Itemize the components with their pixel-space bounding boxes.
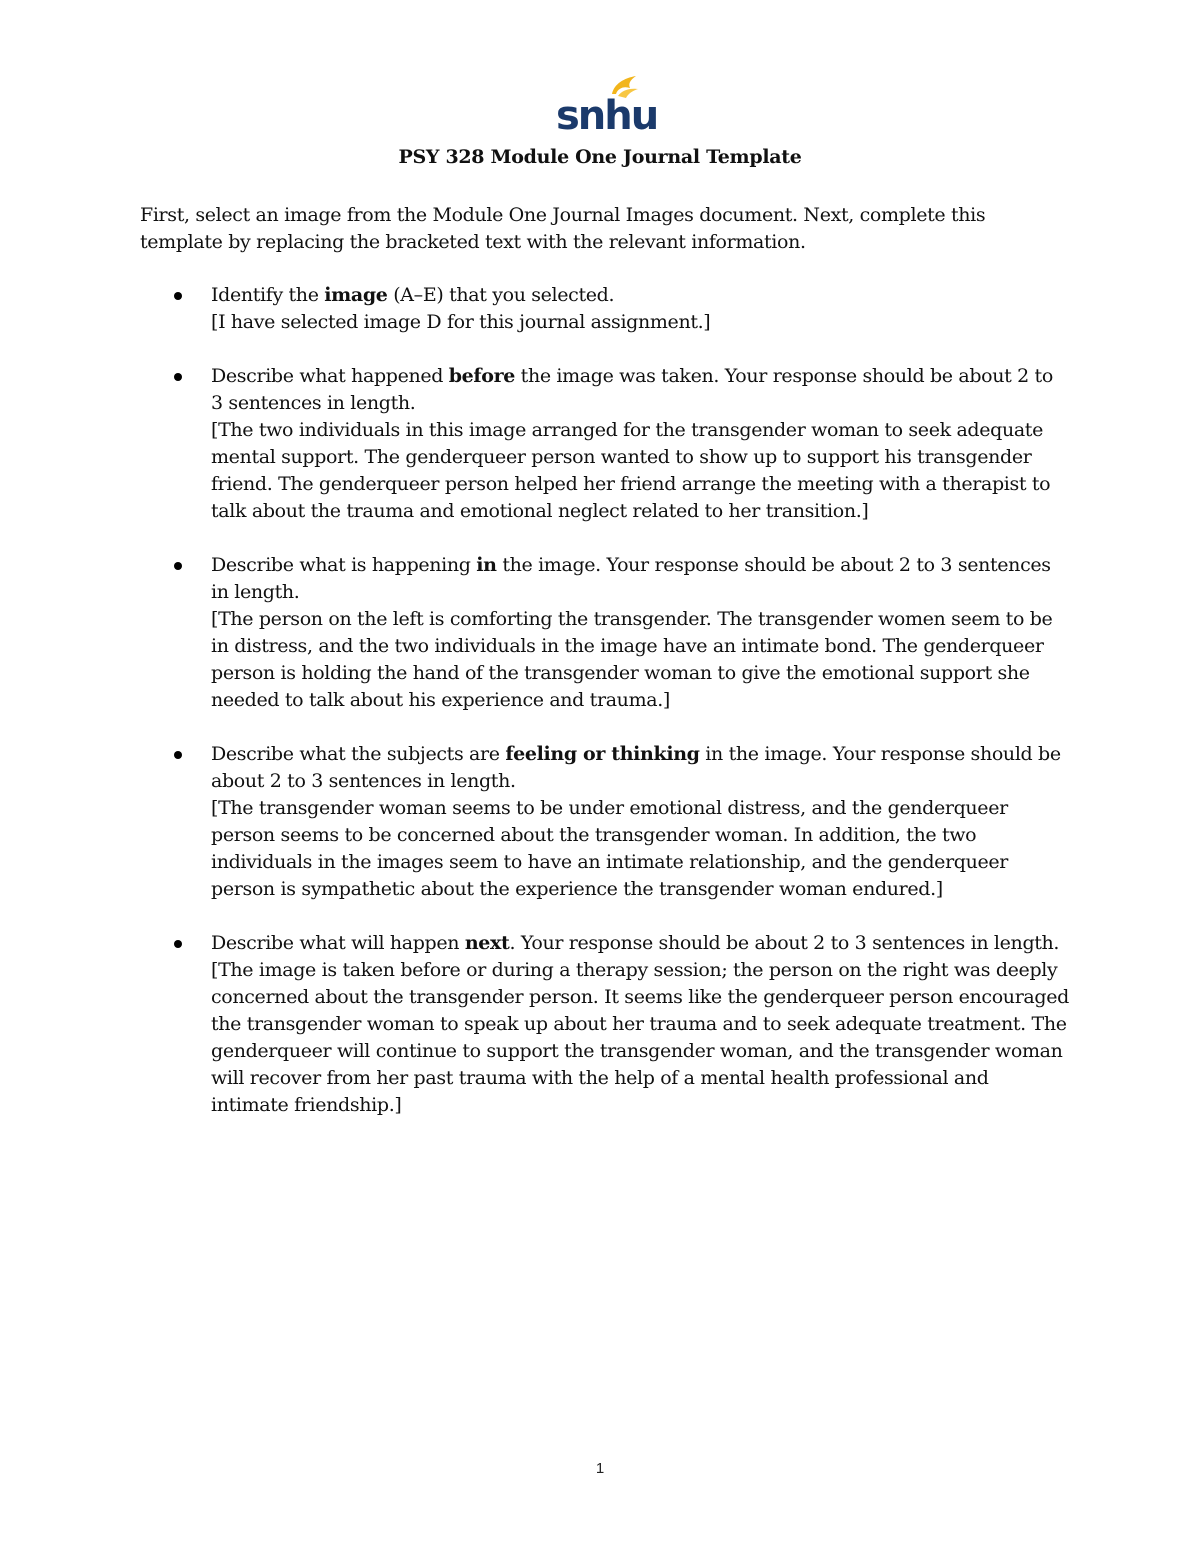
bullet-icon — [174, 751, 182, 759]
prompt-text: Describe what is happening in the image. Your response should be about 2 to 3 sentences in length. — [211, 554, 1051, 603]
intro-paragraph: First, select an image from the Module One Journal Images document. Next, complete this template by replacing the bracketed text with the relevant information. — [140, 204, 986, 253]
flame-leaf-icon — [552, 72, 658, 139]
response-text: [The person on the left is comforting the transgender. The transgender women seem to be in distress, and the two individuals in the image have an intimate bond. The genderqueer person is holding the hand of the transgender woman to give the emotional support she needed to talk about his experience and trauma.] — [211, 608, 1053, 711]
prompt-text: Describe what happened before the image was taken. Your response should be about 2 to 3 sentences in length. — [211, 365, 1053, 414]
page-title: PSY 328 Module One Journal Template — [398, 146, 802, 168]
list-item — [140, 363, 1070, 525]
list-item — [140, 552, 1070, 714]
bullet-icon — [174, 562, 182, 570]
bullet-icon — [174, 292, 182, 300]
list-item — [140, 930, 1070, 1119]
prompt-text: Identify the image (A–E) that you selected. — [211, 284, 615, 306]
page-number: 1 — [595, 1460, 605, 1477]
list-item — [140, 282, 1070, 336]
response-text: [I have selected image D for this journal assignment.] — [211, 311, 711, 333]
prompt-text: Describe what the subjects are feeling or thinking in the image. Your response should be about 2 to 3 sentences in length. — [211, 743, 1061, 792]
response-text: [The image is taken before or during a therapy session; the person on the right was deeply concerned about the transgender person. It seems like the genderqueer person encouraged the transgender woman to speak up about her trauma and to seek adequate treatment. The genderqueer will continue to support the transgender woman, and the transgender woman will recover from her past trauma with the help of a mental health professional and intimate friendship.] — [211, 959, 1069, 1116]
list-item — [140, 741, 1070, 903]
response-text: [The two individuals in this image arranged for the transgender woman to seek adequate mental support. The genderqueer person wanted to show up to support his transgender friend. The genderqueer person helped her friend arrange the meeting with a therapist to talk about the trauma and emotional neglect related to her transition.] — [211, 419, 1051, 522]
response-text: [The transgender woman seems to be under emotional distress, and the genderqueer person seems to be concerned about the transgender woman. In addition, the two individuals in the images seem to have an intimate relationship, and the genderqueer person is sympathetic about the experience the transgender woman endured.] — [211, 797, 1009, 900]
snhu-logo — [552, 72, 658, 139]
bullet-icon — [174, 373, 182, 381]
prompt-text: Describe what will happen next. Your response should be about 2 to 3 sentences in length. — [211, 932, 1060, 954]
journal-prompt-list — [140, 282, 1070, 1146]
bullet-icon — [174, 940, 182, 948]
svg-text:snhu: snhu — [556, 93, 658, 139]
